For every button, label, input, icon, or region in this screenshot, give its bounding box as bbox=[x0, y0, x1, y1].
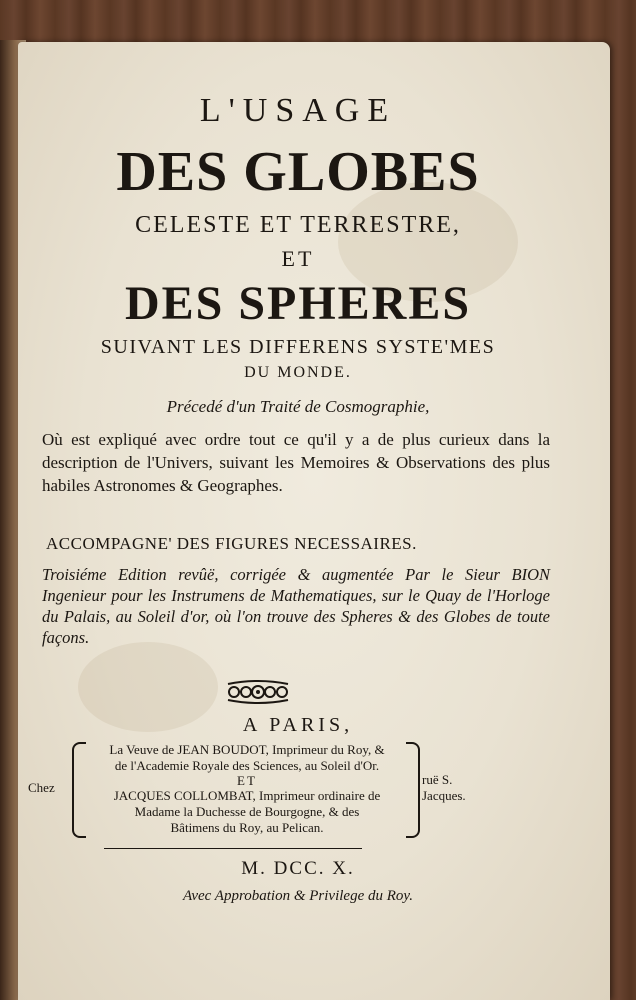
publisher-line: Bâtimens du Roy, au Pelican. bbox=[170, 820, 324, 835]
right-brace bbox=[406, 742, 420, 838]
subtitle-systemes: SUIVANT LES DIFFERENS SYSTE'MES bbox=[100, 336, 496, 358]
publisher-line: de l'Academie Royale des Sciences, au Soleil d'Or. bbox=[114, 758, 380, 773]
edition-paragraph: Troisiéme Edition revûë, corrigée & augmentée Par le Sieur BION Ingenieur pour les Instrumens de Mathematiques, sur le Quay de l'Horloge du Palais, au Soleil d'or, où l'on trouve des Spheres & des Globes de toute façons. bbox=[42, 565, 550, 647]
subtitle-monde: DU MONDE. bbox=[244, 364, 352, 381]
title-line-usage: L'USAGE bbox=[199, 92, 397, 129]
left-brace bbox=[72, 742, 86, 838]
chez-label: Chez bbox=[28, 780, 55, 795]
publisher-line: La Veuve de JEAN BOUDOT, Imprimeur du Roy, & bbox=[109, 742, 385, 757]
publisher-line: ET bbox=[237, 773, 257, 788]
subtitle-celeste: CELESTE ET TERRESTRE, bbox=[135, 212, 461, 238]
description-paragraph: Où est expliqué avec ordre tout ce qu'il y a de plus curieux dans la description de l'Univers, suivant les Memoires & Observations des plus habiles Astronomes & Geographes. bbox=[42, 430, 550, 495]
imprint-place: A PARIS, bbox=[242, 714, 354, 736]
divider-rule bbox=[104, 848, 362, 849]
title-line-globes: DES GLOBES bbox=[116, 141, 480, 203]
publisher-line: Madame la Duchesse de Bourgogne, & des bbox=[134, 804, 360, 819]
street-address bbox=[422, 772, 466, 804]
subtitle-et: ET bbox=[281, 246, 315, 271]
publisher-line: JACQUES COLLOMBAT, Imprimeur ordinaire de bbox=[113, 788, 381, 803]
privilege-line: Avec Approbation & Privilege du Roy. bbox=[183, 888, 413, 904]
subtitle-cosmographie: Précedé d'un Traité de Cosmographie, bbox=[166, 397, 430, 416]
figures-line: ACCOMPAGNE' DES FIGURES NECESSAIRES. bbox=[46, 534, 417, 553]
street-rue: ruë S. bbox=[422, 772, 453, 787]
printer-ornament-icon bbox=[226, 680, 290, 704]
publication-year: M. DCC. X. bbox=[241, 858, 355, 879]
title-page bbox=[18, 42, 610, 1000]
title-line-spheres: DES SPHERES bbox=[124, 277, 472, 330]
street-jacques: Jacques. bbox=[422, 788, 466, 803]
